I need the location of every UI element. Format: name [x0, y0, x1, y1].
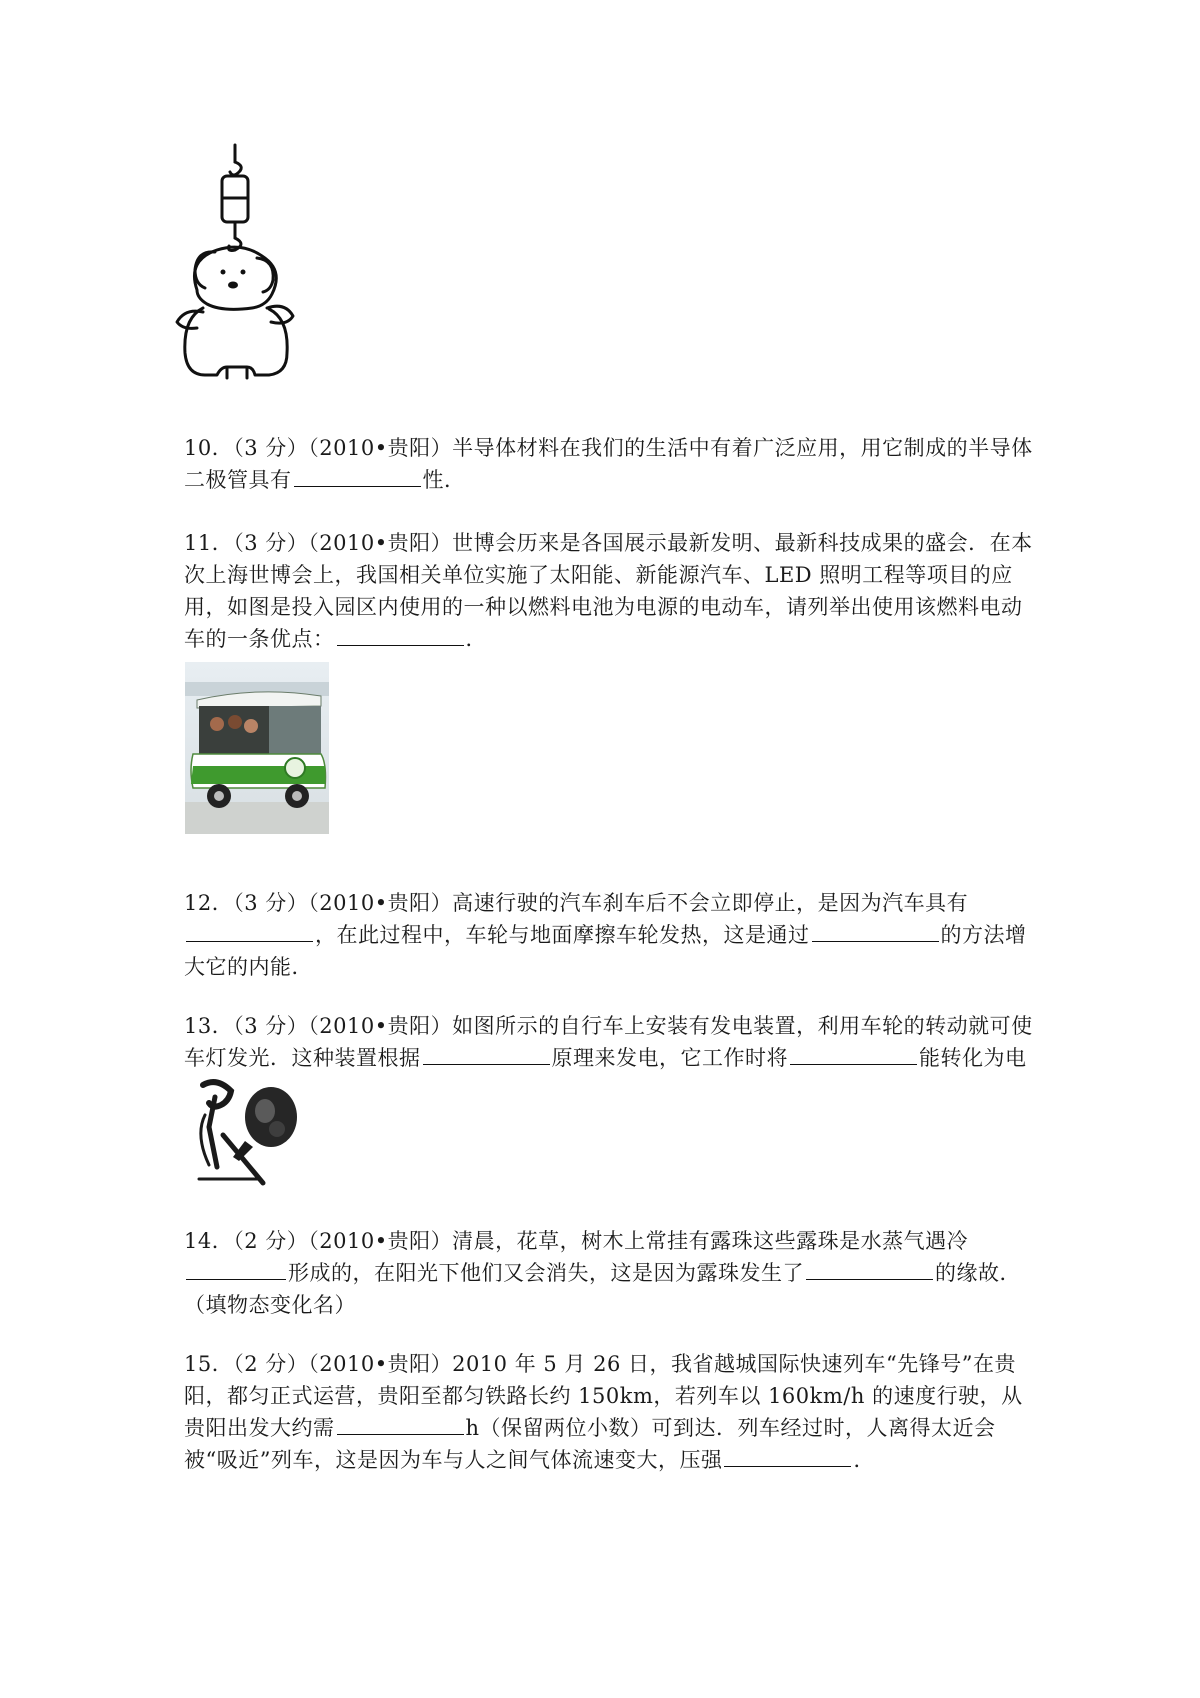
question-13-text: 13．（3 分）（2010•贵阳）如图所示的自行车上安装有发电装置，利用车轮的转动就可使车灯发光．这种装置根据 — [184, 1014, 1033, 1070]
answer-blank[interactable] — [337, 1412, 464, 1435]
electric-vehicle-photo — [185, 662, 329, 834]
bicycle-dynamo-photo — [185, 1075, 310, 1187]
answer-blank[interactable] — [806, 1257, 933, 1280]
answer-blank[interactable] — [186, 919, 313, 942]
question-14-tail: 的缘故．（填物态变化名） — [184, 1261, 1021, 1317]
answer-blank[interactable] — [423, 1042, 550, 1065]
question-11-text: 11．（3 分）（2010•贵阳）世博会历来是各国展示最新发明、最新科技成果的盛会．在本次上海世博会上，我国相关单位实施了太阳能、新能源汽车、LED 照明工程等项目的应用，如图是投入园区内使用的一种以燃料电池为电源的电动车，请列举出使用该燃料电动车的一条优点： — [184, 531, 1033, 651]
question-12-mid: ，在此过程中，车轮与地面摩擦车轮发热，这是通过 — [315, 923, 810, 947]
answer-blank[interactable] — [294, 464, 421, 487]
answer-blank[interactable] — [790, 1042, 917, 1065]
question-12-text: 12．（3 分）（2010•贵阳）高速行驶的汽车刹车后不会立即停止，是因为汽车具有 — [184, 891, 969, 915]
question-13-mid: 原理来发电，它工作时将 — [551, 1046, 788, 1070]
question-14-text: 14．（2 分）（2010•贵阳）清晨，花草，树木上常挂有露珠这些露珠是水蒸气遇冷 — [184, 1229, 969, 1253]
answer-blank[interactable] — [812, 919, 939, 942]
question-15 — [184, 1348, 1034, 1476]
answer-blank[interactable] — [337, 623, 464, 646]
spring-scale-dog-figure — [175, 140, 300, 385]
question-15-text: 15．（2 分）（2010•贵阳）2010 年 5 月 26 日，我省越城国际快速列车“先锋号”在贵阳，都匀正式运营，贵阳至都匀铁路长约 150km，若列车以 160km/h 的速度行驶，从贵阳出发大约需 — [184, 1352, 1023, 1440]
answer-blank[interactable] — [186, 1257, 286, 1280]
question-10 — [184, 432, 1034, 496]
question-12-tail: 的方法增大它的内能． — [184, 923, 1027, 979]
question-10-text: 10．（3 分）（2010•贵阳）半导体材料在我们的生活中有着广泛应用，用它制成的半导体二极管具有 — [184, 436, 1033, 492]
answer-blank[interactable] — [724, 1444, 851, 1467]
question-13-tail: 能转化为电 — [919, 1046, 1027, 1070]
question-14 — [184, 1225, 1034, 1321]
question-15-mid: h（保留两位小数）可到达．列车经过时，人离得太近会被“吸近”列车，这是因为车与人之间气体流速变大，压强 — [184, 1416, 996, 1472]
question-11-tail: ． — [465, 627, 487, 651]
question-14-mid: 形成的，在阳光下他们又会消失，这是因为露珠发生了 — [288, 1261, 804, 1285]
question-13 — [184, 1010, 1034, 1106]
question-10-tail: 性． — [422, 468, 466, 492]
question-12 — [184, 887, 1034, 983]
question-15-tail: ． — [853, 1448, 875, 1472]
question-11 — [184, 527, 1034, 655]
